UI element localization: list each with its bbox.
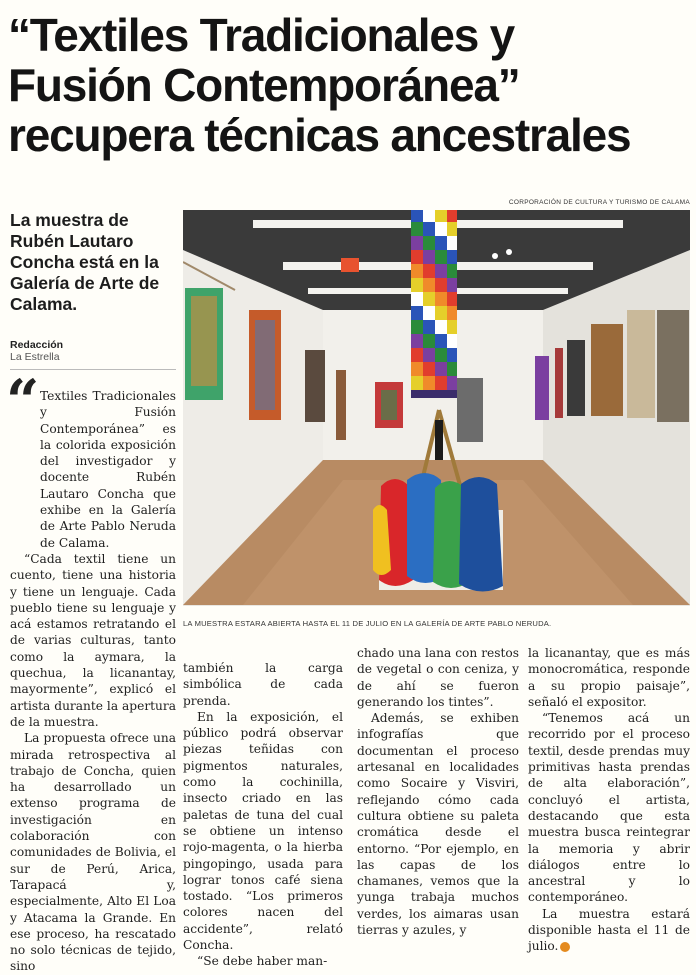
photo-caption: LA MUESTRA ESTARA ABIERTA HASTA EL 11 DE JULIO EN LA GALERÍA DE ARTE PABLO NERUDA. — [183, 619, 552, 628]
byline-source: La Estrella — [10, 351, 60, 363]
paragraph: La propuesta ofrece una mirada retrospectiva al trabajo de Concha, quien ha desarrollado un extenso programa de investigación en colaboración con comunidades de Bolivia, el sur de Perú, Arica, Tarapacá y, especialmente, Alto El Loa y Atacama la Grande. En ese proceso, ha rescatado no solo técnicas de tejido, sino — [10, 731, 176, 974]
headline — [8, 10, 692, 160]
paragraph: Textiles Tradicionales y Fusión Contemporánea” es la colorida exposición del investigador y docente Rubén Lautaro Concha que exhibe en la Galería de Arte Pablo Neruda de Calama. — [40, 389, 176, 550]
byline-label: Redacción — [10, 339, 64, 351]
opening-quote-icon: “ — [6, 367, 40, 435]
exhibition-photo — [183, 210, 690, 606]
headline-line-2: Fusión Contemporánea” — [8, 59, 520, 111]
paragraph: chado una lana con restos de vegetal o con ceniza, y de ahí se fueron generando los tintes”. — [357, 646, 519, 709]
closing-sentence: La muestra estará disponible hasta el 11 de julio. — [528, 906, 690, 954]
paragraph: En la exposición, el público podrá observar piezas teñidas con pigmentos naturales, como la cochinilla, insecto criado en las paletas de tuna del cual se obtiene un intenso rojo-magenta, o la hierba pingopingo, usada para lograr tonos café siena tostado. “Los primeros colores nacen del accidente”, relató Concha. — [183, 709, 343, 953]
headline-line-1: “Textiles Tradicionales y — [8, 9, 515, 61]
paragraph: “Se debe haber man- — [197, 954, 328, 969]
paragraph: Además, se exhiben infografías que documentan el proceso artesanal en localidades como Socaire y Visviri, reflejando cómo cada cultura obtiene su paleta cromática desde el entorno. “Por ejemplo, en las capas de los chamanes, vemos que la yunga trabaja muchos verdes, los aimaras usan tierras y azules, y — [357, 711, 519, 938]
paragraph: también la carga simbólica de cada prenda. — [183, 661, 343, 708]
paragraph: “Cada textil tiene un cuento, tiene una historia y tiene un lenguaje. Cada pueblo tiene su lenguaje y acá estamos retratando el de varias culturas, tanto como la aymara, la quechua, la licanantay, mayormente”, explicó el artista durante la apertura de la muestra. — [10, 551, 176, 729]
headline-line-3: recupera técnicas ancestrales — [8, 109, 631, 161]
article-deck: La muestra de Rubén Lautaro Concha está en la Galería de Arte de Calama. — [10, 210, 160, 314]
paragraph-closing — [528, 906, 690, 955]
article-column-4 — [528, 645, 690, 955]
article-column-2 — [183, 660, 343, 970]
article-column-1 — [10, 388, 176, 975]
paragraph: la licanantay, que es más monocromática, responde a su propio paisaje”, señaló el expositor. — [528, 646, 690, 709]
article-column-3 — [357, 645, 519, 938]
paragraph: “Tenemos acá un recorrido por el proceso textil, desde prendas muy primitivas hasta prendas de alta elaboración”, concluyó el artista, destacando que esta muestra busca reintegrar la memoria y abrir diálogos entre lo ancestral y lo contemporáneo. — [528, 711, 690, 905]
end-of-article-icon — [560, 942, 570, 952]
photo-credit: CORPORACIÓN DE CULTURA Y TURISMO DE CALAMA — [508, 199, 690, 206]
